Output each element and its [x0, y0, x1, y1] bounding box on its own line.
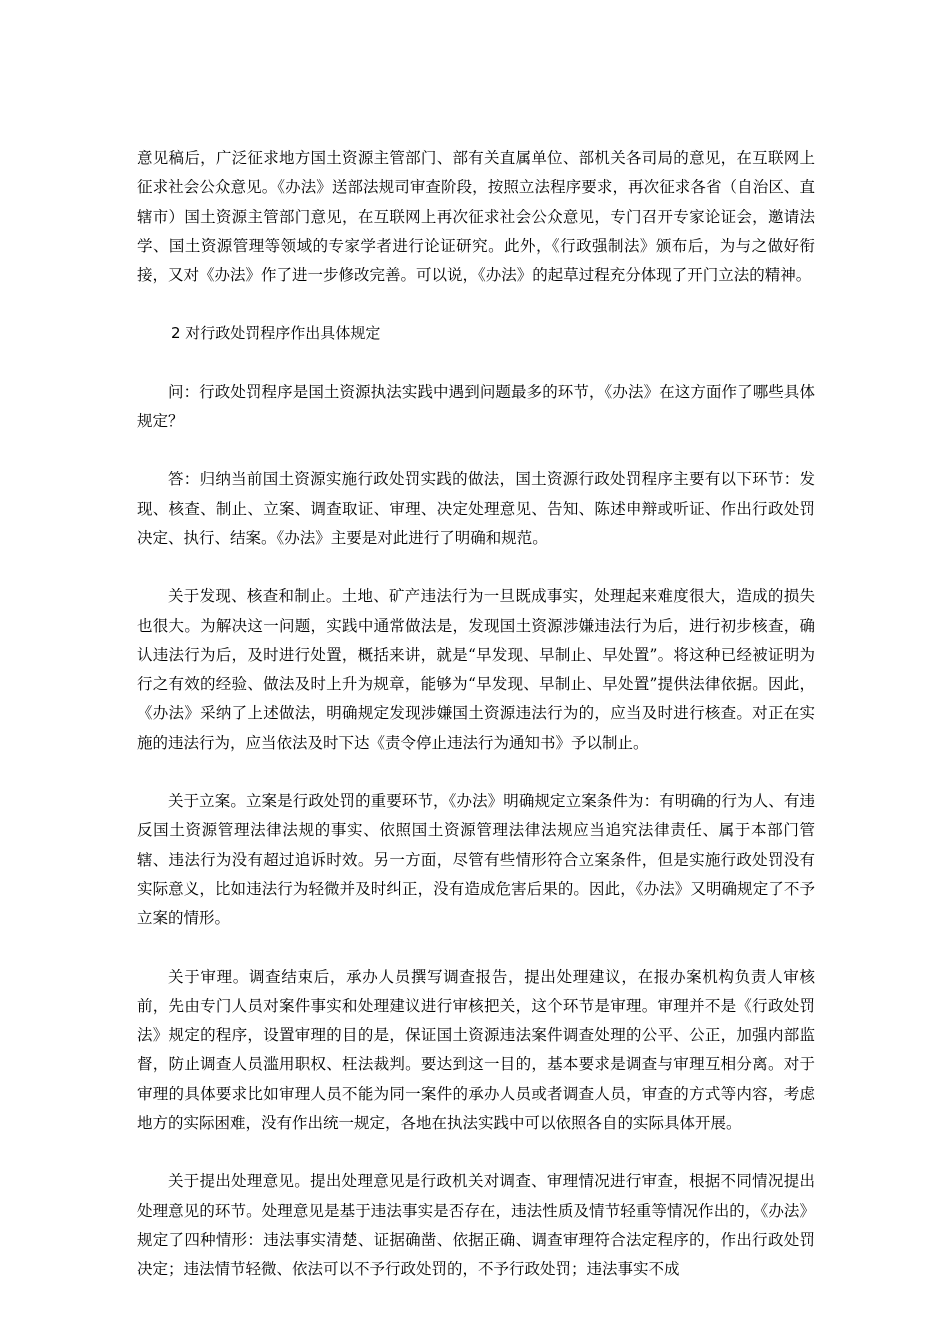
- paragraph-filing: 关于立案。立案是行政处罚的重要环节，《办法》明确规定立案条件为：有明确的行为人、有违反国土资源管理法律法规的事实、依照国土资源管理法律法规应当追究法律责任、属于本部门管辖、违法行为没有超过追诉时效。另一方面，尽管有些情形符合立案条件，但是实施行政处罚没有实际意义，比如违法行为轻微并及时纠正，没有造成危害后果的。因此，《办法》又明确规定了不予立案的情形。: [137, 792, 815, 928]
- paragraph-continued-drafting: 意见稿后，广泛征求地方国土资源主管部门、部有关直属单位、部机关各司局的意见，在互联网上征求社会公众意见。《办法》送部法规司审查阶段，按照立法程序要求，再次征求各省（自治区、直辖市）国土资源主管部门意见，在互联网上再次征求社会公众意见，专门召开专家论证会，邀请法学、国土资源管理等领域的专家学者进行论证研究。此外，《行政强制法》颁布后，为与之做好衔接，又对《办法》作了进一步修改完善。可以说，《办法》的起草过程充分体现了开门立法的精神。: [137, 149, 815, 285]
- document-page: [137, 144, 815, 1285]
- paragraph-question: 问：行政处罚程序是国土资源执法实践中遇到问题最多的环节，《办法》在这方面作了哪些具体规定？: [137, 382, 815, 431]
- section-heading: 2 对行政处罚程序作出具体规定: [171, 324, 381, 343]
- paragraph-answer: 答：归纳当前国土资源实施行政处罚实践的做法，国土资源行政处罚程序主要有以下环节：发现、核查、制止、立案、调查取证、审理、决定处理意见、告知、陈述申辩或听证、作出行政处罚决定、执行、结案。《办法》主要是对此进行了明确和规范。: [137, 470, 815, 547]
- paragraph-discovery: 关于发现、核查和制止。土地、矿产违法行为一旦既成事实，处理起来难度很大，造成的损失也很大。为解决这一问题，实践中通常做法是，发现国土资源涉嫌违法行为后，进行初步核查，确认违法行为后，及时进行处置，概括来讲，就是“早发现、早制止、早处置”。将这种已经被证明为行之有效的经验、做法及时上升为规章，能够为“早发现、早制止、早处置”提供法律依据。因此，《办法》采纳了上述做法，明确规定发现涉嫌国土资源违法行为的，应当及时进行核查。对正在实施的违法行为，应当依法及时下达《责令停止违法行为通知书》予以制止。: [137, 587, 815, 752]
- paragraph-review: 关于审理。调查结束后，承办人员撰写调查报告，提出处理建议，在报办案机构负责人审核前，先由专门人员对案件事实和处理建议进行审核把关，这个环节是审理。审理并不是《行政处罚法》规定的程序，设置审理的目的是，保证国土资源违法案件调查处理的公平、公正，加强内部监督，防止调查人员滥用职权、枉法裁判。要达到这一目的，基本要求是调查与审理互相分离。对于审理的具体要求比如审理人员不能为同一案件的承办人员或者调查人员，审查的方式等内容，考虑地方的实际困难，没有作出统一规定，各地在执法实践中可以依照各自的实际具体开展。: [137, 967, 815, 1133]
- paragraph-handling-opinion: 关于提出处理意见。提出处理意见是行政机关对调查、审理情况进行审查，根据不同情况提出处理意见的环节。处理意见是基于违法事实是否存在，违法性质及情节轻重等情况作出的，《办法》规定了四种情形：违法事实清楚、证据确凿、依据正确、调查审理符合法定程序的，作出行政处罚决定；违法情节轻微、依法可以不予行政处罚的，不予行政处罚；违法事实不成: [137, 1172, 815, 1279]
